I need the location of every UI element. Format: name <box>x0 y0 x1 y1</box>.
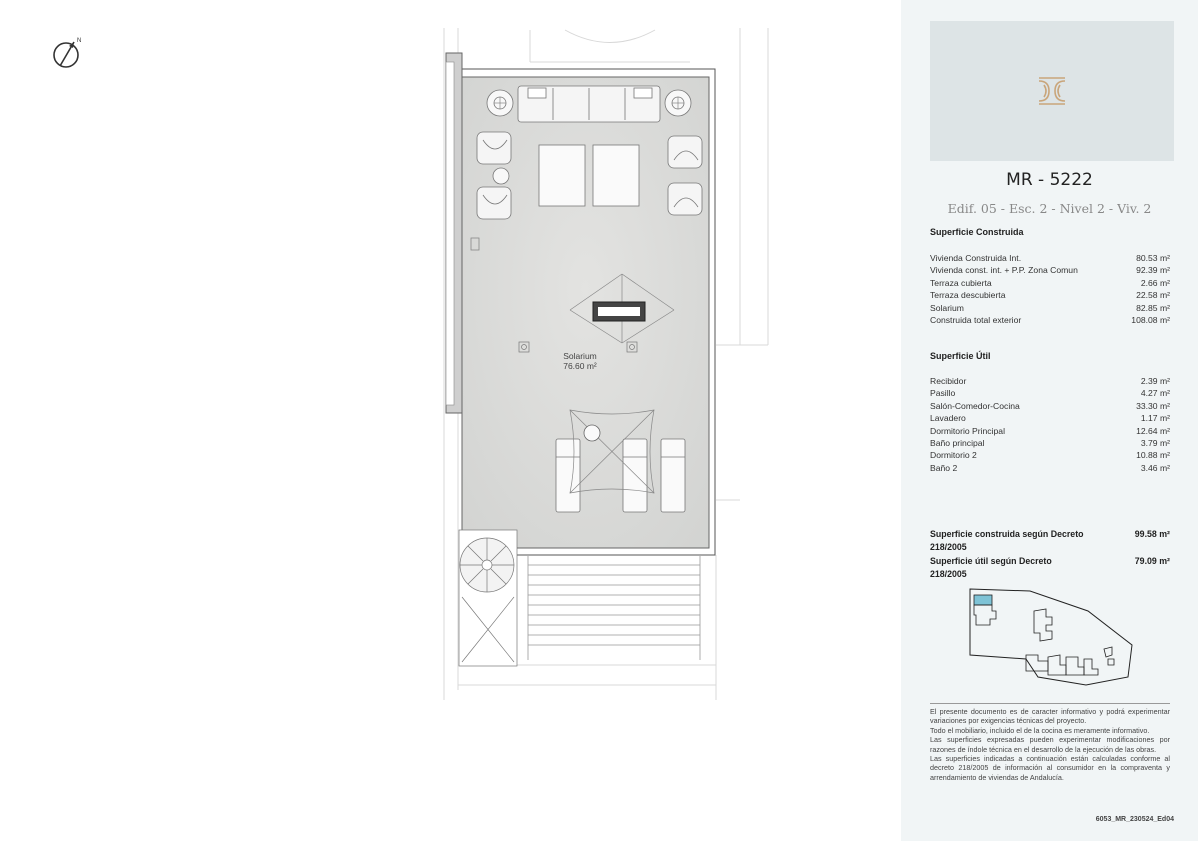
row-value: 108.08 m² <box>1131 315 1170 326</box>
table-row <box>930 462 1170 474</box>
coffee-table-right <box>593 145 639 206</box>
table-row <box>930 449 1170 461</box>
room-area: 76.60 m² <box>563 361 597 371</box>
property-reference: MR - 5222 <box>1006 170 1093 190</box>
row-label: Dormitorio 2 <box>930 450 977 461</box>
property-location: Edif. 05 - Esc. 2 - Nivel 2 - Viv. 2 <box>947 201 1152 216</box>
logo-box <box>930 21 1174 161</box>
site-map <box>968 585 1136 693</box>
total-label: Superficie útil según Decreto 218/2005 <box>930 556 1052 579</box>
row-label: Lavadero <box>930 413 966 424</box>
exterior-steps <box>528 556 700 660</box>
north-compass-icon <box>54 42 78 67</box>
sofa <box>518 86 660 122</box>
info-panel <box>901 0 1198 841</box>
row-label: Vivienda const. int. + P.P. Zona Comun <box>930 265 1078 276</box>
side-table-right <box>665 90 691 116</box>
row-value: 3.79 m² <box>1140 438 1170 449</box>
row-label: Baño principal <box>930 438 985 449</box>
row-value: 12.64 m² <box>1136 425 1170 436</box>
room-name: Solarium <box>563 351 597 361</box>
spiral-staircase <box>459 530 517 666</box>
row-label: Recibidor <box>930 376 967 386</box>
total-value: 79.09 m² <box>1134 556 1170 566</box>
built-area-title: Superficie Construida <box>930 227 1024 237</box>
row-value: 80.53 m² <box>1136 253 1170 263</box>
table-row <box>930 252 1170 264</box>
table-row <box>930 264 1170 276</box>
row-value: 10.88 m² <box>1136 450 1170 461</box>
table-row <box>930 387 1170 399</box>
useful-area-title: Superficie Útil <box>930 351 991 361</box>
parasol-base <box>584 425 600 441</box>
table-row <box>930 277 1170 289</box>
total-value: 99.58 m² <box>1134 529 1170 539</box>
table-row <box>930 425 1170 437</box>
table-row <box>930 437 1170 449</box>
row-label: Terraza cubierta <box>930 277 992 288</box>
row-value: 82.85 m² <box>1136 302 1170 313</box>
row-label: Terraza descubierta <box>930 290 1006 301</box>
row-label: Baño 2 <box>930 462 958 473</box>
north-label: N <box>77 38 82 44</box>
total-row <box>930 555 1170 580</box>
disclaimer <box>930 707 1170 782</box>
row-label: Salón-Comedor-Cocina <box>930 400 1020 411</box>
built-area-table <box>930 252 1170 326</box>
row-value: 4.27 m² <box>1140 388 1170 399</box>
table-row <box>930 289 1170 301</box>
disclaimer-paragraph: Todo el mobiliario, incluido el de la cocina es meramente informativo. <box>930 725 1150 735</box>
table-row <box>930 314 1170 326</box>
disclaimer-paragraph: Las superficies expresadas pueden experimentar modificaciones por razones de índole técnica en el desarrollo de la ejecución de las obras. <box>930 735 1170 754</box>
document-code: 6053_MR_230524_Ed04 <box>1095 816 1174 823</box>
row-label: Pasillo <box>930 388 956 399</box>
table-row <box>930 302 1170 314</box>
table-row <box>930 375 1170 387</box>
row-value: 22.58 m² <box>1136 290 1170 301</box>
row-label: Construida total exterior <box>930 315 1022 326</box>
total-label: Superficie construida según Decreto 218/2005 <box>930 529 1084 552</box>
row-value: 3.46 m² <box>1140 462 1170 473</box>
row-value: 2.66 m² <box>1140 277 1170 288</box>
row-label: Solarium <box>930 302 964 313</box>
table-row <box>930 400 1170 412</box>
side-table-left <box>487 90 513 116</box>
row-value: 92.39 m² <box>1136 265 1170 276</box>
west-wall-inner <box>446 62 454 405</box>
divider <box>930 703 1170 704</box>
coffee-table-left <box>539 145 585 206</box>
row-label: Vivienda Construida Int. <box>930 253 1022 263</box>
total-row <box>930 528 1170 553</box>
row-value: 33.30 m² <box>1136 400 1170 411</box>
disclaimer-paragraph: Las superficies indicadas a continuación están calculadas conforme al decreto 218/2005 de información al consumidor en la compraventa y arrendamiento de viviendas de Andalucía. <box>930 754 1170 782</box>
small-stool <box>493 168 509 184</box>
brand-logo-icon <box>1036 75 1068 107</box>
unit-highlight <box>974 595 992 605</box>
row-value: 1.17 m² <box>1140 413 1170 424</box>
useful-area-table <box>930 375 1170 474</box>
decree-totals <box>930 528 1170 582</box>
disclaimer-paragraph: El presente documento es de caracter informativo y podrá experimentar variaciones por exigencias técnicas del proyecto. <box>930 707 1170 726</box>
row-label: Dormitorio Principal <box>930 425 1005 436</box>
row-value: 2.39 m² <box>1140 376 1170 386</box>
table-row <box>930 412 1170 424</box>
